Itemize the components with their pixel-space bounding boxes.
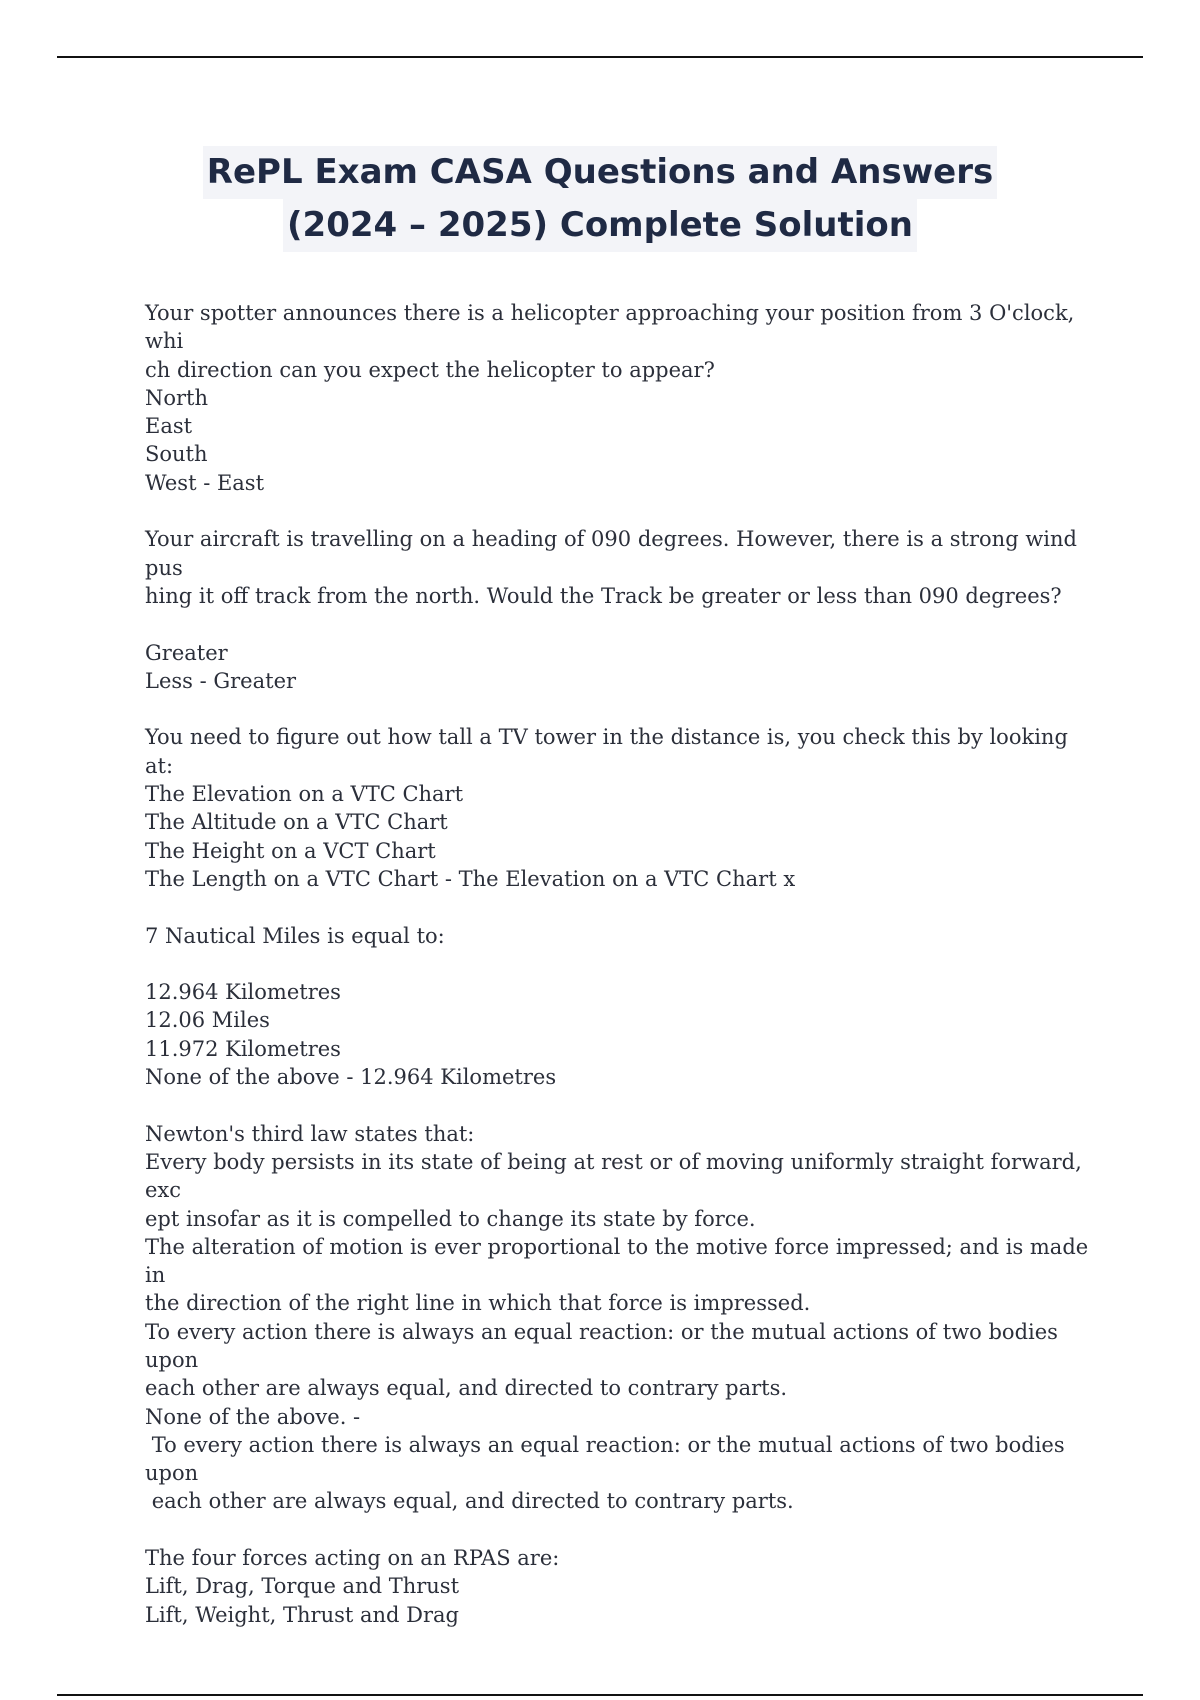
question-line: The Length on a VTC Chart - The Elevation on a VTC Chart x bbox=[145, 866, 796, 891]
question-line bbox=[145, 610, 1090, 638]
question-line: each other are always equal, and directed to contrary parts. bbox=[145, 1489, 794, 1514]
question-line: 12.06 Miles bbox=[145, 1008, 270, 1033]
question-line: To every action there is always an equal reaction: or the mutual actions of two bodies upon bbox=[145, 1432, 1072, 1486]
question-line bbox=[145, 950, 1090, 978]
footer-rule bbox=[57, 1694, 1143, 1696]
question-line: each other are always equal, and directed to contrary parts. bbox=[145, 1376, 788, 1401]
question-line: South bbox=[145, 442, 208, 467]
question-block bbox=[145, 299, 1090, 497]
question-text: Your aircraft is travelling on a heading of 090 degrees. However, there is a strong wind pus bbox=[145, 527, 1084, 580]
title-line-1: RePL Exam CASA Questions and Answers bbox=[203, 146, 997, 199]
question-line: ept insofar as it is compelled to change its state by force. bbox=[145, 1206, 756, 1231]
question-line: Lift, Drag, Torque and Thrust bbox=[145, 1574, 460, 1599]
question-line: West - East bbox=[145, 470, 265, 495]
question-text: The four forces acting on an RPAS are: bbox=[145, 1546, 560, 1571]
question-line: None of the above - 12.964 Kilometres bbox=[145, 1065, 557, 1090]
question-line: To every action there is always an equal reaction: or the mutual actions of two bodies upon bbox=[145, 1319, 1065, 1372]
question-line: ch direction can you expect the helicopter to appear? bbox=[145, 357, 715, 382]
question-line: 11.972 Kilometres bbox=[145, 1036, 341, 1061]
question-block bbox=[145, 1544, 1090, 1629]
question-line: The Altitude on a VTC Chart bbox=[145, 810, 448, 835]
question-block bbox=[145, 723, 1090, 893]
question-line: the direction of the right line in which that force is impressed. bbox=[145, 1291, 811, 1316]
document-title bbox=[0, 146, 1200, 252]
question-block bbox=[145, 525, 1090, 695]
question-line: hing it off track from the north. Would the Track be greater or less than 090 degrees? bbox=[145, 583, 1062, 608]
question-text: Newton's third law states that: bbox=[145, 1121, 475, 1146]
question-block bbox=[145, 922, 1090, 1092]
question-line: Every body persists in its state of being at rest or of moving uniformly straight forward, exc bbox=[145, 1149, 1089, 1203]
title-line-2: (2024 – 2025) Complete Solution bbox=[283, 199, 917, 252]
question-line: East bbox=[145, 414, 193, 439]
question-block bbox=[145, 1120, 1095, 1516]
question-line: None of the above. - bbox=[145, 1404, 361, 1429]
question-text: You need to figure out how tall a TV tower in the distance is, you check this by looking at: bbox=[145, 725, 1075, 778]
question-text: 7 Nautical Miles is equal to: bbox=[145, 923, 445, 948]
question-line: Greater bbox=[145, 640, 228, 665]
question-line: The Elevation on a VTC Chart bbox=[145, 782, 464, 807]
question-line: The Height on a VCT Chart bbox=[145, 838, 436, 863]
question-line: Lift, Weight, Thrust and Drag bbox=[145, 1602, 459, 1627]
header-rule bbox=[57, 56, 1143, 58]
question-list bbox=[145, 299, 1095, 1657]
question-line: 12.964 Kilometres bbox=[145, 980, 341, 1005]
question-line: North bbox=[145, 385, 209, 410]
question-line: The alteration of motion is ever proportional to the motive force impressed; and is made in bbox=[145, 1234, 1095, 1288]
question-text: Your spotter announces there is a helicopter approaching your position from 3 O'clock, whi bbox=[145, 301, 1082, 354]
question-line: Less - Greater bbox=[145, 668, 297, 693]
